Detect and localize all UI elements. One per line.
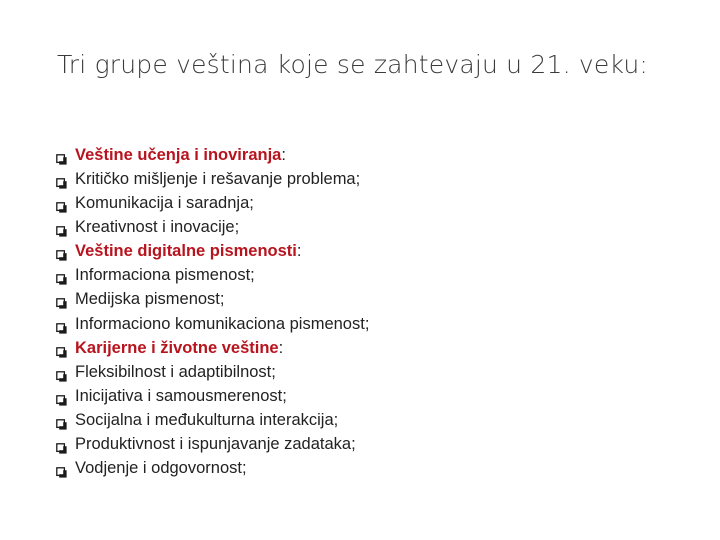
square-bullet-icon [56,223,67,234]
list-item [56,264,369,288]
list-item [56,191,369,215]
list-item [56,288,369,312]
square-bullet-icon [56,271,67,282]
list-item-text: Vodjenje i odgovornost; [75,459,247,478]
list-item [56,360,369,384]
list-item-suffix: : [296,242,302,261]
list-item-text: Veštine digitalne pismenosti [75,242,297,261]
square-bullet-icon [56,151,67,162]
list-item-text: Produktivnost i ispunjavanje zadataka; [75,435,356,454]
list-item-text: Kreativnost i inovacije; [75,217,240,236]
list-item-suffix: : [281,145,286,164]
square-bullet-icon [56,175,67,186]
square-bullet-icon [56,199,67,210]
list-item [56,409,369,433]
list-item-text: Inicijativa i samousmerenost; [75,386,287,405]
square-bullet-icon [56,344,67,355]
list-item-text: Veštine učenja i inoviranja [75,145,282,164]
list-item-text: Medijska pismenost; [75,290,225,309]
list-item-text: Karijerne i životne veštine [75,338,279,357]
list-item [56,384,369,408]
list-item-text: Informaciono komunikaciona pismenost; [75,314,370,333]
square-bullet-icon [56,247,67,258]
square-bullet-icon [56,320,67,331]
list-item-suffix: : [278,338,284,357]
list-item [56,215,369,239]
square-bullet-icon [56,416,67,427]
square-bullet-icon [56,295,67,306]
list-item-text: Fleksibilnost i adaptibilnost; [75,362,276,381]
square-bullet-icon [56,440,67,451]
bullet-list [56,143,369,481]
list-item [56,240,369,264]
list-item-text: Informaciona pismenost; [75,266,255,285]
slide-title: Tri grupe veština koje se zahtevaju u 21. veku: [57,50,649,79]
square-bullet-icon [56,392,67,403]
list-item-text: Kritičko mišljenje i rešavanje problema; [75,169,361,188]
list-item-text: Socijalna i međukulturna interakcija; [75,411,339,430]
list-item [56,457,369,481]
list-item [56,167,369,191]
list-item-text: Komunikacija i saradnja; [75,193,254,212]
square-bullet-icon [56,464,67,475]
list-item [56,143,369,167]
list-item [56,433,369,457]
square-bullet-icon [56,368,67,379]
list-item [56,312,369,336]
list-item [56,336,369,360]
